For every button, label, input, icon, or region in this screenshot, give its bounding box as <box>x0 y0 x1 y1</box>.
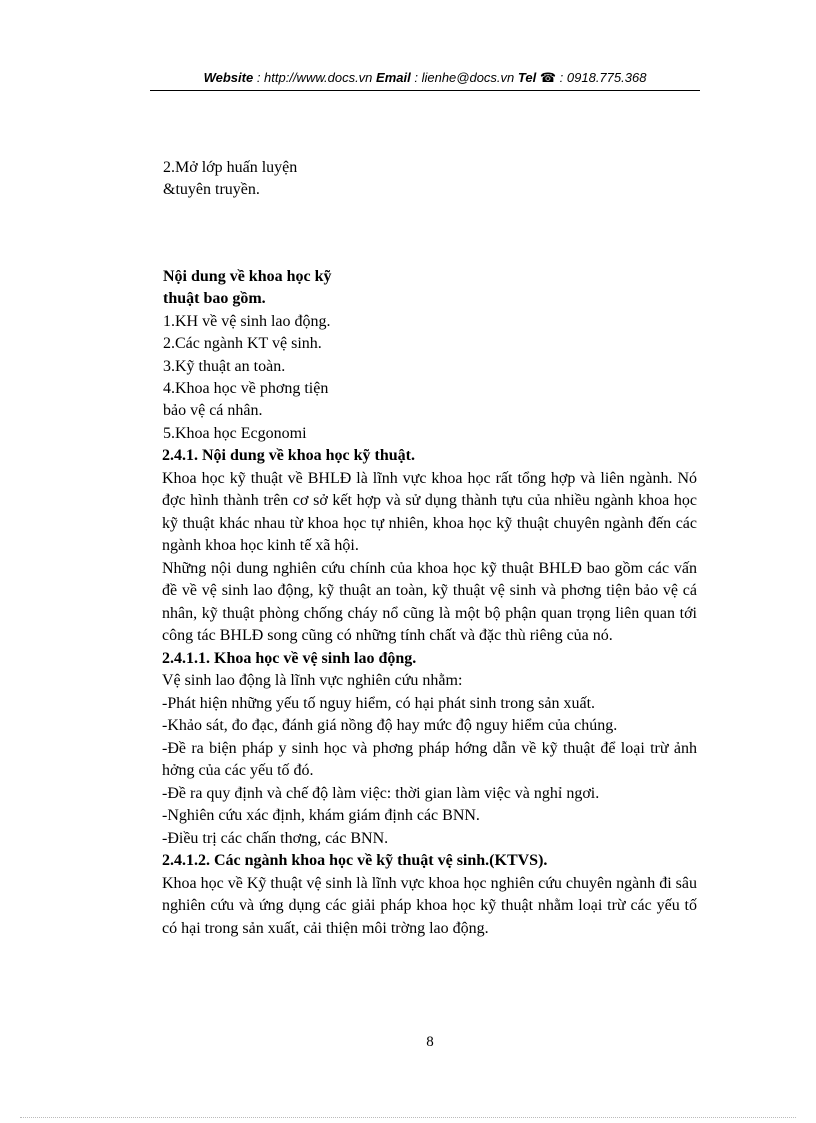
page-header <box>150 66 700 91</box>
email-label: Email <box>376 70 411 85</box>
main-body <box>162 445 697 940</box>
tel-label: Tel <box>517 70 537 85</box>
hygiene-item-1: -Phát hiện những yếu tố nguy hiểm, có hại phát sinh trong sản xuất. <box>162 694 596 712</box>
section-241-para-2: Những nội dung nghiên cứu chính của khoa học kỹ thuật BHLĐ bao gồm các vấn đề về vệ sinh lao động, kỹ thuật an toàn, kỹ thuật vệ sinh và phơng tiện bảo vệ cá nhân, kỹ thuật phòng chống cháy nổ cũng là một bộ phận quan trọng liên quan tới công tác BHLĐ song cũng có những tính chất và đặc thù riêng của nó. <box>162 559 697 644</box>
section-2411-intro: Vệ sinh lao động là lĩnh vực nghiên cứu nhằm: <box>162 672 463 689</box>
content-item: 5.Khoa học Ecgonomi <box>163 424 307 442</box>
phone-icon: ☎ <box>539 70 557 85</box>
section-2412-para: Khoa học về Kỹ thuật vệ sinh là lĩnh vực khoa học nghiên cứu chuyên ngành đi sâu nghiên cứu và ứng dụng các giải pháp khoa học kỹ thuật nhằm loại trừ các yếu tố có hại trong sản xuất, cải thiện môi trờng lao động. <box>162 874 697 937</box>
content-item: bảo vệ cá nhân. <box>163 402 263 420</box>
content-heading-2: thuật bao gồm. <box>163 290 266 308</box>
content-item: 3.Kỹ thuật an toàn. <box>163 357 286 375</box>
hygiene-item-6: -Điều trị các chấn thơng, các BNN. <box>162 829 389 847</box>
hygiene-item-2: -Khảo sát, đo đạc, đánh giá nồng độ hay mức độ nguy hiểm của chúng. <box>162 717 618 734</box>
website-label: Website <box>203 70 254 85</box>
training-line-1: 2.Mở lớp huấn luyện <box>163 159 298 176</box>
training-note <box>163 157 297 202</box>
content-item: 4.Khoa học về phơng tiện <box>163 379 329 397</box>
content-item: 2.Các ngành KT vệ sinh. <box>163 335 322 353</box>
section-241-heading: 2.4.1. Nội dung về khoa học kỹ thuật. <box>162 447 415 464</box>
page-number: 8 <box>426 1034 434 1050</box>
content-item: 1.KH về vệ sinh lao động. <box>163 312 331 330</box>
hygiene-item-3: -Đề ra biện pháp y sinh học và phơng pháp hớng dẫn về kỹ thuật để loại trừ ảnh hởng của các yếu tố đó. <box>162 739 697 779</box>
website-url[interactable]: : http://www.docs.vn <box>256 70 373 85</box>
section-241-para-1: Khoa học kỹ thuật về BHLĐ là lĩnh vực khoa học rất tổng hợp và liên ngành. Nó đợc hình thành trên cơ sở kết hợp và sử dụng thành tựu của nhiều ngành khoa học kỹ thuật khác nhau từ khoa học tự nhiên, khoa học kỹ thuật chuyên ngành đến các ngành khoa học kinh tế xã hội. <box>162 469 697 554</box>
content-list <box>163 266 332 445</box>
tel-value: : 0918.775.368 <box>559 70 647 85</box>
hygiene-item-4: -Đề ra quy định và chế độ làm việc: thời gian làm việc và nghỉ ngơi. <box>162 784 600 802</box>
email-value[interactable]: : lienhe@docs.vn <box>414 70 515 85</box>
section-2411-heading: 2.4.1.1. Khoa học về vệ sinh lao động. <box>162 649 417 667</box>
hygiene-item-5: -Nghiên cứu xác định, khám giám định các BNN. <box>162 807 480 824</box>
section-2412-heading: 2.4.1.2. Các ngành khoa học về kỹ thuật vệ sinh.(KTVS). <box>162 852 548 869</box>
training-line-2: &tuyên truyền. <box>163 181 260 199</box>
page-bottom-divider <box>20 1117 796 1118</box>
content-heading-1: Nội dung về khoa học kỹ <box>163 268 332 285</box>
